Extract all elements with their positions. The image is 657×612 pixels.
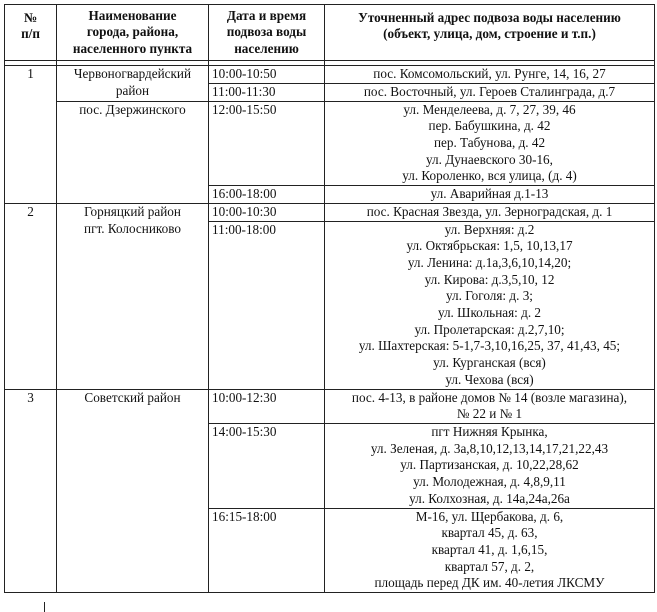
area-name: Червоногвардейский район	[57, 66, 209, 101]
delivery-address: ул. Менделеева, д. 7, 27, 39, 46 пер. Бабушкина, д. 42 пер. Табунова, д. 42 ул. Дунаевского 30-16, ул. Короленко, вся улица, (д. 4)	[325, 101, 655, 186]
document-page	[4, 4, 655, 593]
header-area: Наименование города, района, населенного пункта	[57, 5, 209, 61]
delivery-address: ул. Аварийная д.1-13	[325, 186, 655, 204]
table-row	[5, 101, 655, 186]
delivery-time: 10:00-10:50	[209, 66, 325, 84]
header-num: № п/п	[5, 5, 57, 61]
area-name: Горняцкий район пгт. Колосниково	[57, 203, 209, 389]
row-number: 1	[5, 66, 57, 204]
delivery-address: пгт Нижняя Крынка, ул. Зеленая, д. 3а,8,10,12,13,14,17,21,22,43 ул. Партизанская, д. 10,22,28,62 ул. Молодежная, д. 4,8,9,11 ул. Колхозная, д. 14а,24а,26а	[325, 423, 655, 508]
delivery-address: М-16, ул. Щербакова, д. 6, квартал 45, д. 63, квартал 41, д. 1,6,15, квартал 57, д. 2, площадь перед ДК им. 40-летия ЛКСМУ	[325, 508, 655, 593]
area-name: Советский район	[57, 389, 209, 592]
row-number: 2	[5, 203, 57, 389]
header-time: Дата и время подвоза воды населению	[209, 5, 325, 61]
delivery-address: пос. Комсомольский, ул. Рунге, 14, 16, 27	[325, 66, 655, 84]
table-row	[5, 389, 655, 423]
header-row	[5, 5, 655, 61]
delivery-time: 16:15-18:00	[209, 508, 325, 593]
delivery-address: пос. Красная Звезда, ул. Зерноградская, д. 1	[325, 203, 655, 221]
delivery-time: 12:00-15:50	[209, 101, 325, 186]
delivery-time: 11:00-11:30	[209, 83, 325, 101]
delivery-address: ул. Верхняя: д.2 ул. Октябрьская: 1,5, 10,13,17 ул. Ленина: д.1а,3,6,10,14,20; ул. Кирова: д.3,5,10, 12 ул. Гоголя: д. 3; ул. Школьная: д. 2 ул. Пролетарская: д.2,7,10; ул. Шахтерская: 5-1,7-3,10,16,25, 37, 41,43, 45; ул. Курганская (вся) ул. Чехова (вся)	[325, 221, 655, 389]
delivery-address: пос. Восточный, ул. Героев Сталинграда, д.7	[325, 83, 655, 101]
row-number: 3	[5, 389, 57, 592]
water-delivery-table	[4, 4, 655, 593]
table-row	[5, 203, 655, 221]
delivery-time: 10:00-12:30	[209, 389, 325, 423]
delivery-time: 16:00-18:00	[209, 186, 325, 204]
area-name: пос. Дзержинского	[57, 101, 209, 203]
delivery-time: 10:00-10:30	[209, 203, 325, 221]
page-edge-mark	[44, 602, 45, 612]
delivery-address: пос. 4-13, в районе домов № 14 (возле магазина), № 22 и № 1	[325, 389, 655, 423]
header-address: Уточненный адрес подвоза воды населению (объект, улица, дом, строение и т.п.)	[325, 5, 655, 61]
delivery-time: 14:00-15:30	[209, 423, 325, 508]
delivery-time: 11:00-18:00	[209, 221, 325, 389]
table-row	[5, 66, 655, 84]
